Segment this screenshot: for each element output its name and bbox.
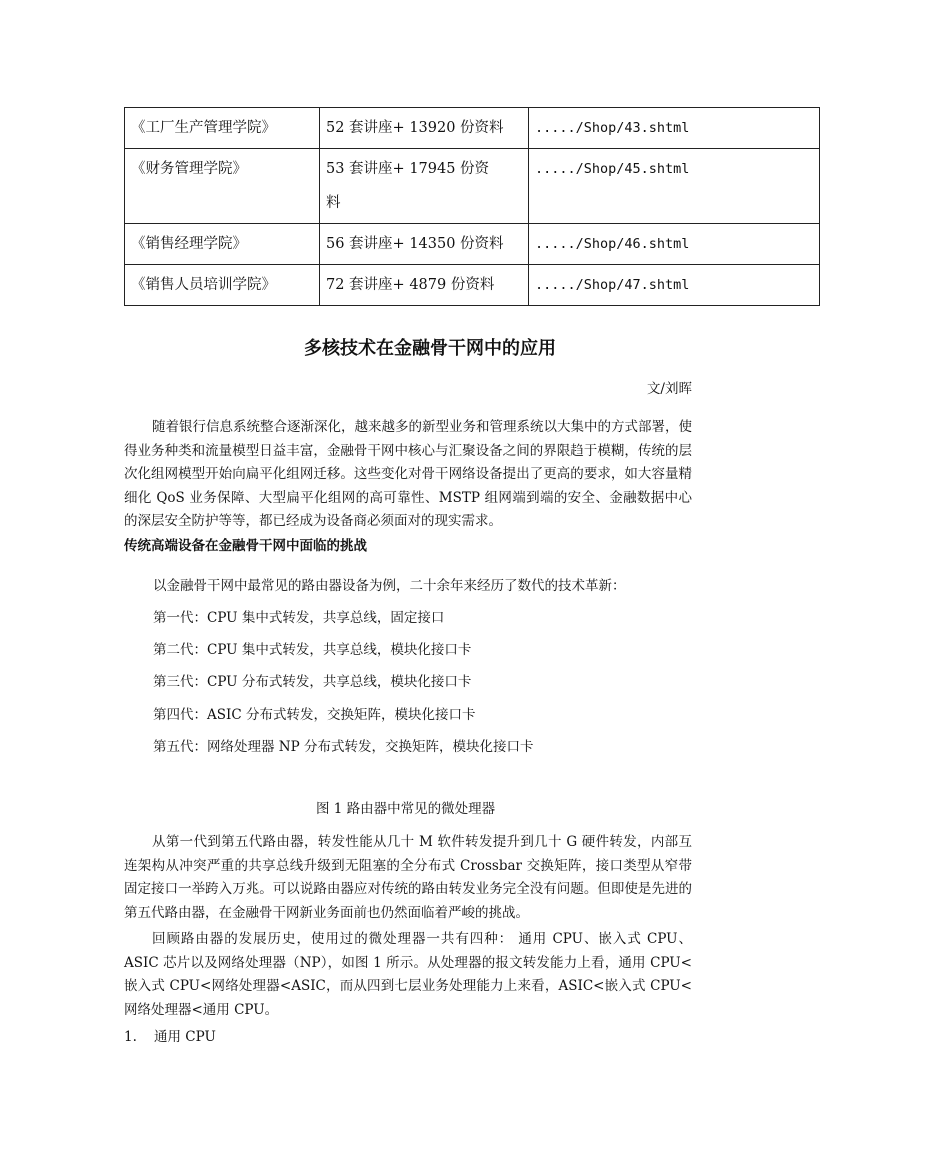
list-number: 1. xyxy=(124,1029,137,1045)
college-name: 《销售人员培训学院》 xyxy=(125,265,320,306)
college-link[interactable]: ...../Shop/47.shtml xyxy=(529,265,820,306)
college-name: 《工厂生产管理学院》 xyxy=(125,108,320,149)
college-content: 72 套讲座+ 4879 份资料 xyxy=(320,265,529,306)
figure-caption: 图 1 路由器中常见的微处理器 xyxy=(316,801,496,817)
college-content: 53 套讲座+ 17945 份资料 xyxy=(326,161,490,211)
lead-sentence: 以金融骨干网中最常见的路由器设备为例，二十余年来经历了数代的技术革新： xyxy=(153,578,626,594)
generation-item: 第二代：CPU 集中式转发，共享总线，模块化接口卡 xyxy=(153,642,472,658)
college-name: 《财务管理学院》 xyxy=(125,149,320,224)
article-title: 多核技术在金融骨干网中的应用 xyxy=(304,338,556,359)
college-link[interactable]: ...../Shop/43.shtml xyxy=(529,108,820,149)
section-heading: 传统高端设备在金融骨干网中面临的挑战 xyxy=(124,538,367,554)
body-paragraph: 从第一代到第五代路由器，转发性能从几十 M 软件转发提升到几十 G 硬件转发，内部互连架构从冲突严重的共享总线升级到无阻塞的全分布式 Crossbar 交换矩阵，接口类型从窄带固定接口一举跨入万兆。可以说路由器应对传统的路由转发业务完全没有问题。但即使是先进的第五代路由器，在金融骨干网新业务面前也仍然面临着严峻的挑战。 xyxy=(124,834,692,921)
list-item xyxy=(124,1025,216,1045)
table-row xyxy=(125,149,820,224)
generation-item: 第五代：网络处理器 NP 分布式转发，交换矩阵，模块化接口卡 xyxy=(153,739,534,755)
college-content: 56 套讲座+ 14350 份资料 xyxy=(320,224,529,265)
body-paragraph: 回顾路由器的发展历史，使用过的微处理器一共有四种： 通用 CPU、嵌入式 CPU、ASIC 芯片以及网络处理器（NP），如图 1 所示。从处理器的报文转发能力上看，通用 CPU<嵌入式 CPU<网络处理器<ASIC，而从四到七层业务处理能力上来看，ASIC<嵌入式 CPU<网络处理器<通用 CPU。 xyxy=(124,931,692,1018)
generation-item: 第三代：CPU 分布式转发，共享总线，模块化接口卡 xyxy=(153,674,472,690)
list-text: 通用 CPU xyxy=(154,1029,216,1045)
college-name: 《销售经理学院》 xyxy=(125,224,320,265)
college-content: 52 套讲座+ 13920 份资料 xyxy=(320,108,529,149)
table-row xyxy=(125,108,820,149)
table-row xyxy=(125,224,820,265)
college-link[interactable]: ...../Shop/45.shtml xyxy=(529,149,820,224)
intro-paragraph: 随着银行信息系统整合逐渐深化，越来越多的新型业务和管理系统以大集中的方式部署，使得业务种类和流量模型日益丰富，金融骨干网中核心与汇聚设备之间的界限趋于模糊，传统的层次化组网模型开始向扁平化组网迁移。这些变化对骨干网络设备提出了更高的要求，如大容量精细化 QoS 业务保障、大型扁平化组网的高可靠性、MSTP 组网端到端的安全、金融数据中心的深层安全防护等等，都已经成为设备商必须面对的现实需求。 xyxy=(124,419,692,529)
generation-item: 第一代：CPU 集中式转发，共享总线，固定接口 xyxy=(153,610,445,626)
table-row xyxy=(125,265,820,306)
article-author: 文/刘晖 xyxy=(646,381,692,397)
college-link[interactable]: ...../Shop/46.shtml xyxy=(529,224,820,265)
catalog-table xyxy=(124,107,820,306)
generation-item: 第四代：ASIC 分布式转发，交换矩阵，模块化接口卡 xyxy=(153,707,476,723)
